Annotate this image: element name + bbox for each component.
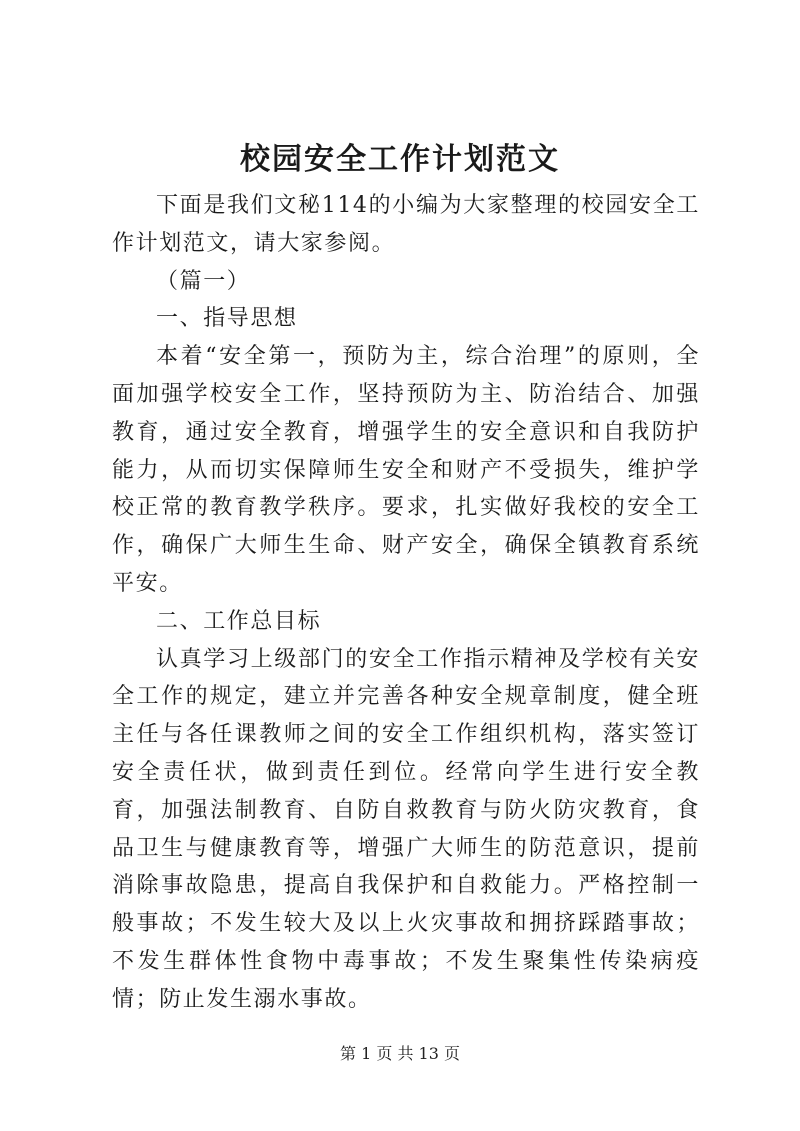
document-body xyxy=(112,187,700,1019)
section-label: （篇一） xyxy=(156,268,251,294)
paragraph-overall-goal: 认真学习上级部门的安全工作指示精神及学校有关安全工作的规定，建立并完善各种安全规章制度，健全班主任与各任课教师之间的安全工作组织机构，落实签订安全责任状，做到责任到位。经常向学生进行安全教育，加强法制教育、自防自救教育与防火防灾教育，食品卫生与健康教育等，增强广大师生的防范意识，提前消除事故隐患，提高自我保护和自救能力。严格控制一般事故；不发生较大及以上火灾事故和拥挤踩踏事故；不发生群体性食物中毒事故；不发生聚集性传染病疫情；防止发生溺水事故。 xyxy=(112,646,700,1012)
intro-paragraph: 下面是我们文秘114的小编为大家整理的校园安全工作计划范文，请大家参阅。 xyxy=(112,193,700,256)
heading-overall-goal: 二、工作总目标 xyxy=(156,608,322,634)
document-title: 校园安全工作计划范文 xyxy=(240,142,560,177)
page-footer: 第 1 页 共 13 页 xyxy=(340,1044,460,1063)
paragraph-guiding-thought: 本着“安全第一，预防为主，综合治理”的原则，全面加强学校安全工作，坚持预防为主、防治结合、加强教育，通过安全教育，增强学生的安全意识和自我防护能力，从而切实保障师生安全和财产不受损失，维护学校正常的教育教学秩序。要求，扎实做好我校的安全工作，确保广大师生生命、财产安全，确保全镇教育系统平安。 xyxy=(112,344,700,596)
heading-guiding-thought: 一、指导思想 xyxy=(156,306,298,332)
